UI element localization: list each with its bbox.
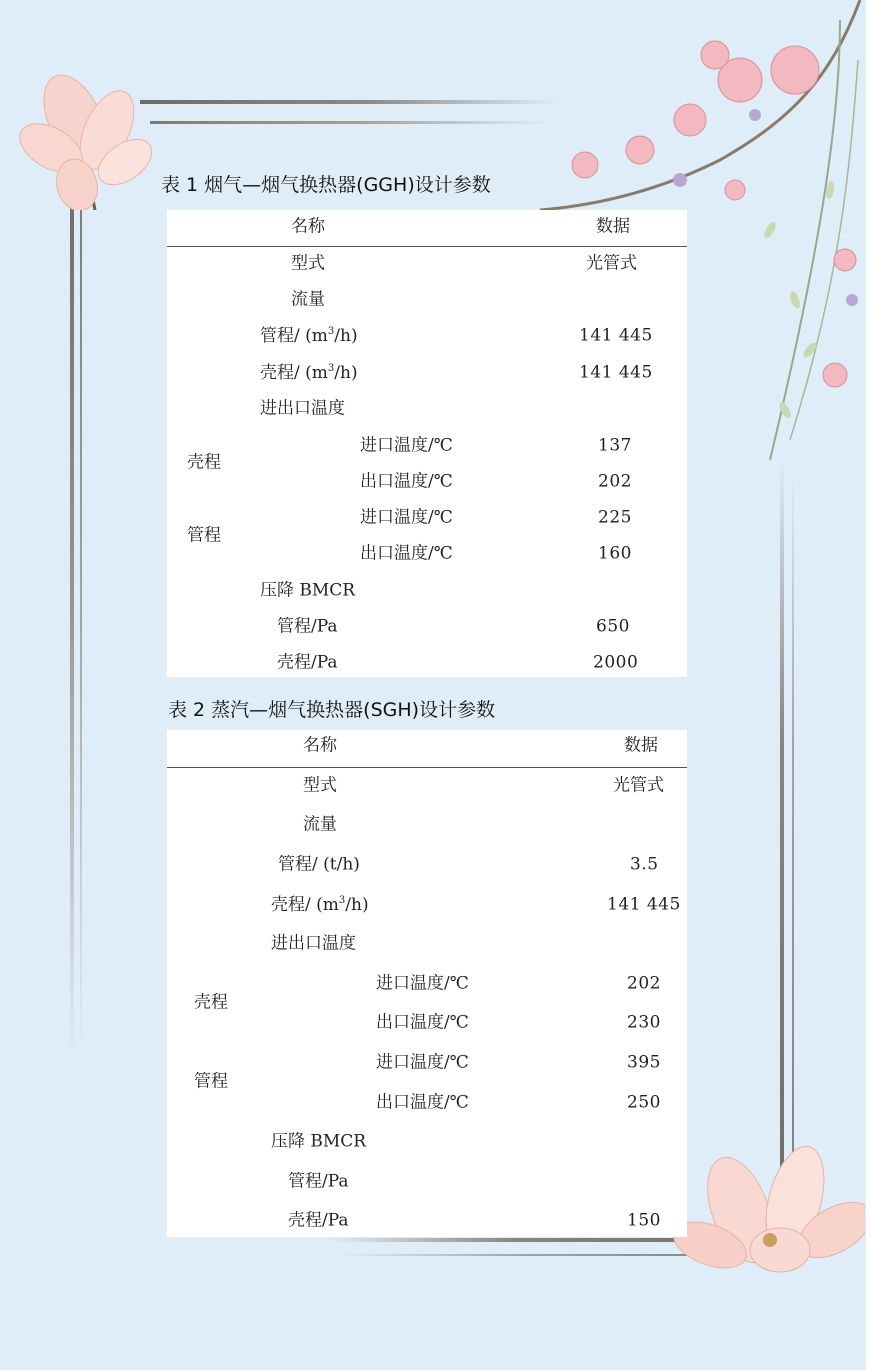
magnolia-bottom-right-icon	[670, 1130, 865, 1280]
row-value: 650	[596, 616, 630, 637]
row-value: 230	[627, 1012, 661, 1033]
table-sgh-parameters	[167, 730, 687, 1237]
row-value: 202	[627, 973, 661, 994]
row-label: 管程/ (t/h)	[278, 854, 360, 875]
row-label: 壳程/ $(m^3/h)$	[271, 894, 369, 915]
row-label: 进口温度/℃	[376, 973, 469, 994]
frame-line-top-outer	[140, 100, 560, 104]
row-label: 进口温度/℃	[360, 435, 453, 456]
row-value: 141 445	[579, 362, 653, 383]
row-label: 压降 BMCR	[271, 1131, 367, 1152]
frame-line-top-inner	[150, 121, 550, 124]
column-header-value: 数据	[624, 735, 658, 756]
column-header-value: 数据	[596, 216, 630, 237]
group-label-tube: 管程	[187, 525, 221, 546]
group-label-shell: 壳程	[187, 452, 221, 473]
row-label: 流量	[291, 289, 325, 310]
row-value: 光管式	[613, 775, 664, 796]
row-label: 型式	[303, 775, 337, 796]
row-label: 出口温度/℃	[376, 1012, 469, 1033]
table-2-caption: 表 2 蒸汽—烟气换热器(SGH)设计参数	[168, 699, 496, 721]
row-label: 进出口温度	[271, 933, 356, 954]
row-value: 250	[627, 1092, 661, 1113]
row-label: 进出口温度	[260, 398, 345, 419]
row-label: 出口温度/℃	[360, 543, 453, 564]
column-header-name: 名称	[291, 216, 325, 237]
row-label: 出口温度/℃	[376, 1092, 469, 1113]
row-value: 395	[627, 1052, 661, 1073]
frame-line-left-outer	[70, 160, 74, 1060]
row-value: 141 445	[607, 894, 681, 915]
frame-line-left-inner	[80, 175, 82, 1055]
row-value: 3.5	[630, 854, 659, 875]
table-1-caption: 表 1 烟气—烟气换热器(GGH)设计参数	[161, 174, 491, 196]
table-ggh-parameters	[167, 210, 687, 677]
row-label: 管程/Pa	[277, 616, 338, 637]
row-label: 管程/ $(m^3/h)$	[260, 325, 358, 346]
row-label: 出口温度/℃	[360, 471, 453, 492]
row-label: 壳程/ $(m^3/h)$	[260, 362, 358, 383]
row-value: 137	[598, 435, 632, 456]
row-value: 2000	[593, 652, 639, 673]
row-label: 压降 BMCR	[260, 580, 356, 601]
row-value: 光管式	[586, 253, 637, 274]
row-value: 141 445	[579, 325, 653, 346]
row-label: 进口温度/℃	[376, 1052, 469, 1073]
row-label: 进口温度/℃	[360, 507, 453, 528]
row-label: 壳程/Pa	[277, 652, 338, 673]
row-value: 160	[598, 543, 632, 564]
row-label: 管程/Pa	[288, 1171, 349, 1192]
row-value: 225	[598, 507, 632, 528]
group-label-shell: 壳程	[194, 992, 228, 1013]
group-label-tube: 管程	[194, 1071, 228, 1092]
row-label: 壳程/Pa	[288, 1210, 349, 1231]
table-header-rule	[167, 767, 687, 768]
column-header-name: 名称	[303, 735, 337, 756]
table-header-rule	[167, 246, 687, 247]
row-label: 流量	[303, 814, 337, 835]
magnolia-top-left-icon	[15, 50, 155, 210]
row-value: 202	[598, 471, 632, 492]
row-value: 150	[627, 1210, 661, 1231]
row-label: 型式	[291, 253, 325, 274]
